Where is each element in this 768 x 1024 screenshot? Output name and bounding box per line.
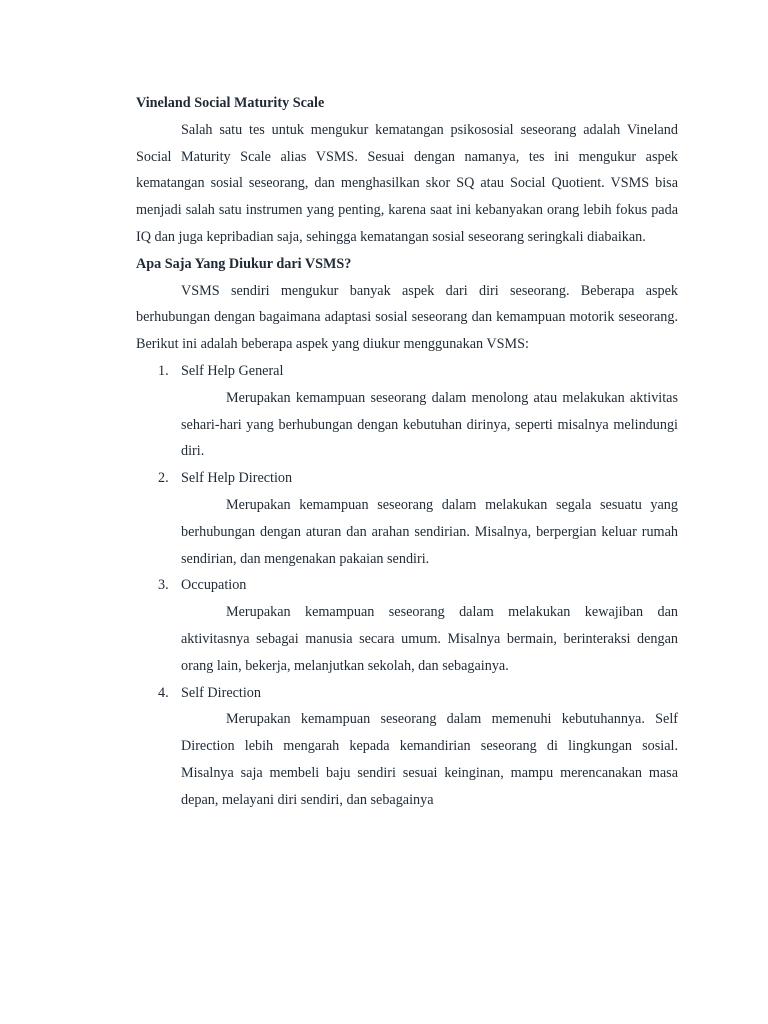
list-item-title: Self Help General bbox=[181, 362, 284, 379]
list-item-title: Occupation bbox=[181, 577, 247, 594]
list-item-description: Merupakan kemampuan seseorang dalam memenuhi kebutuhannya. Self Direction lebih mengarah kepada kemandirian seseorang di lingkungan sosial. Misalnya saja membeli baju sendiri sesuai keinginan, mampu merencanakan masa depan, melayani diri sendiri, dan sebagainya bbox=[181, 711, 678, 808]
intro-paragraph: Salah satu tes untuk mengukur kematangan psikososial seseorang adalah Vineland Social Maturity Scale alias VSMS. Sesuai dengan namanya, tes ini mengukur aspek kematangan sosial seseorang, dan menghasilkan skor SQ atau Social Quotient. VSMS bisa menjadi salah satu instrumen yang penting, karena saat ini kebanyakan orang lebih fokus pada IQ dan juga kepribadian saja, sehingga kematangan sosial seseorang seringkali diabaikan. bbox=[136, 121, 678, 245]
list-item-description: Merupakan kemampuan seseorang dalam menolong atau melakukan aktivitas sehari-hari yang berhubungan dengan kebutuhan dirinya, seperti misalnya melindungi diri. bbox=[181, 389, 678, 460]
list-item-description: Merupakan kemampuan seseorang dalam melakukan kewajiban dan aktivitasnya sebagai manusia secara umum. Misalnya bermain, berinteraksi dengan orang lain, bekerja, melanjutkan sekolah, dan sebagainya. bbox=[181, 604, 678, 674]
list-item-description: Merupakan kemampuan seseorang dalam melakukan segala sesuatu yang berhubungan dengan aturan dan arahan sendirian. Misalnya, berpergian keluar rumah sendirian, dan mengenakan pakaian sendiri. bbox=[181, 496, 678, 567]
list-item bbox=[136, 465, 678, 572]
aspects-intro-paragraph: VSMS sendiri mengukur banyak aspek dari diri seseorang. Beberapa aspek berhubungan dengan bagaimana adaptasi sosial seseorang dan kemampuan motorik seseorang. Berikut ini adalah beberapa aspek yang diukur menggunakan VSMS: bbox=[136, 282, 678, 353]
list-item bbox=[136, 680, 678, 814]
list-item-number: 2. bbox=[158, 470, 169, 487]
list-item bbox=[136, 572, 678, 679]
document-page bbox=[136, 90, 678, 814]
section-heading-vsms: Vineland Social Maturity Scale bbox=[136, 95, 325, 111]
list-item-number: 3. bbox=[158, 577, 169, 594]
list-item-number: 4. bbox=[158, 684, 169, 701]
list-item-number: 1. bbox=[158, 362, 169, 379]
list-item bbox=[136, 358, 678, 465]
section-heading-aspects: Apa Saja Yang Diukur dari VSMS? bbox=[136, 255, 352, 272]
list-item-title: Self Direction bbox=[181, 684, 261, 701]
list-item-title: Self Help Direction bbox=[181, 470, 293, 487]
aspects-list bbox=[136, 358, 678, 814]
